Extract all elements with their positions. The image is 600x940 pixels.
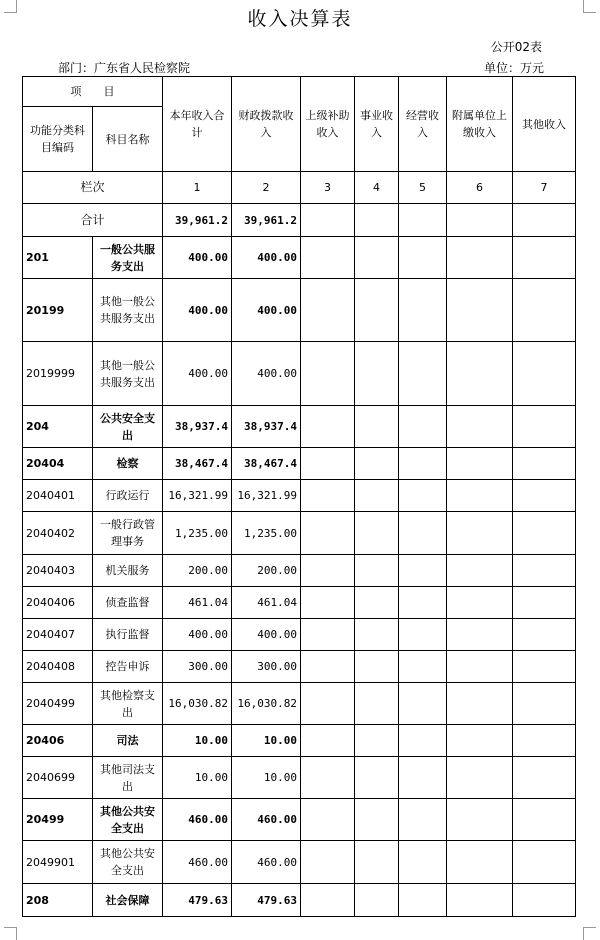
- index-cell: 6: [447, 172, 513, 204]
- page-title: 收入决算表: [247, 8, 353, 30]
- row-name: 一般公共服务支出: [93, 237, 163, 279]
- row-fiscal: 16,321.99: [232, 480, 301, 512]
- empty-cell: [399, 725, 447, 757]
- empty-cell: [513, 841, 576, 884]
- table-row: [23, 237, 576, 279]
- empty-cell: [301, 204, 355, 237]
- empty-cell: [447, 799, 513, 841]
- row-code: 2049901: [23, 841, 93, 884]
- row-name: 侦查监督: [93, 587, 163, 619]
- empty-cell: [513, 342, 576, 406]
- empty-cell: [513, 406, 576, 448]
- row-name: 其他公共安全支出: [93, 841, 163, 884]
- row-fiscal: 400.00: [232, 279, 301, 342]
- index-cell: 2: [232, 172, 301, 204]
- row-code: 2040406: [23, 587, 93, 619]
- row-code: 2040408: [23, 651, 93, 683]
- empty-cell: [399, 448, 447, 480]
- empty-cell: [447, 480, 513, 512]
- table-row: [23, 406, 576, 448]
- row-fiscal: 200.00: [232, 555, 301, 587]
- row-total: 400.00: [163, 279, 232, 342]
- empty-cell: [399, 799, 447, 841]
- empty-cell: [301, 683, 355, 725]
- row-name: 其他司法支出: [93, 757, 163, 799]
- row-total: 461.04: [163, 587, 232, 619]
- row-fiscal: 400.00: [232, 619, 301, 651]
- row-total: 200.00: [163, 555, 232, 587]
- empty-cell: [513, 799, 576, 841]
- row-fiscal: 461.04: [232, 587, 301, 619]
- row-total: 479.63: [163, 884, 232, 917]
- empty-cell: [355, 841, 399, 884]
- empty-cell: [399, 619, 447, 651]
- row-code: 2040499: [23, 683, 93, 725]
- fiscal-allocation-cell: 39,961.2: [232, 204, 301, 237]
- empty-cell: [399, 587, 447, 619]
- row-total: 10.00: [163, 757, 232, 799]
- table-row: [23, 480, 576, 512]
- empty-cell: [447, 651, 513, 683]
- table-row: [23, 725, 576, 757]
- table-row: [23, 279, 576, 342]
- code-header: 功能分类科目编码: [23, 107, 93, 172]
- row-fiscal: 460.00: [232, 841, 301, 884]
- empty-cell: [355, 587, 399, 619]
- empty-cell: [355, 757, 399, 799]
- empty-cell: [301, 725, 355, 757]
- empty-cell: [399, 757, 447, 799]
- row-code: 2040402: [23, 512, 93, 555]
- empty-cell: [355, 342, 399, 406]
- empty-cell: [301, 587, 355, 619]
- operating-income-header: 经营收入: [399, 77, 447, 172]
- row-name: 机关服务: [93, 555, 163, 587]
- table-row: [23, 683, 576, 725]
- empty-cell: [513, 204, 576, 237]
- index-cell: 7: [513, 172, 576, 204]
- empty-cell: [447, 619, 513, 651]
- row-code: 2040407: [23, 619, 93, 651]
- empty-cell: [355, 448, 399, 480]
- empty-cell: [355, 884, 399, 917]
- empty-cell: [513, 512, 576, 555]
- empty-cell: [399, 651, 447, 683]
- empty-cell: [513, 757, 576, 799]
- empty-cell: [355, 406, 399, 448]
- row-total: 400.00: [163, 342, 232, 406]
- row-name: 行政运行: [93, 480, 163, 512]
- row-total: 38,937.4: [163, 406, 232, 448]
- row-code: 2040403: [23, 555, 93, 587]
- empty-cell: [301, 619, 355, 651]
- empty-cell: [301, 448, 355, 480]
- row-total: 38,467.4: [163, 448, 232, 480]
- empty-cell: [447, 512, 513, 555]
- row-name: 公共安全支出: [93, 406, 163, 448]
- row-name: 其他公共安全支出: [93, 799, 163, 841]
- empty-cell: [399, 279, 447, 342]
- empty-cell: [513, 279, 576, 342]
- empty-cell: [399, 406, 447, 448]
- row-fiscal: 300.00: [232, 651, 301, 683]
- empty-cell: [447, 406, 513, 448]
- header-row-1: [23, 77, 576, 107]
- empty-cell: [447, 757, 513, 799]
- index-label: 栏次: [23, 172, 163, 204]
- row-total: 460.00: [163, 841, 232, 884]
- revenue-table: [22, 76, 576, 917]
- row-total: 400.00: [163, 619, 232, 651]
- empty-cell: [399, 204, 447, 237]
- empty-cell: [399, 237, 447, 279]
- empty-cell: [355, 512, 399, 555]
- fiscal-allocation-header: 财政拨款收入: [232, 77, 301, 172]
- row-code: 2040699: [23, 757, 93, 799]
- row-name: 检察: [93, 448, 163, 480]
- name-header: 科目名称: [93, 107, 163, 172]
- empty-cell: [447, 884, 513, 917]
- empty-cell: [447, 279, 513, 342]
- empty-cell: [301, 555, 355, 587]
- empty-cell: [513, 619, 576, 651]
- table-row: [23, 799, 576, 841]
- table-row: [23, 619, 576, 651]
- empty-cell: [301, 512, 355, 555]
- row-code: 204: [23, 406, 93, 448]
- row-total: 16,030.82: [163, 683, 232, 725]
- row-code: 20406: [23, 725, 93, 757]
- row-fiscal: 38,467.4: [232, 448, 301, 480]
- empty-cell: [447, 841, 513, 884]
- row-total: 10.00: [163, 725, 232, 757]
- empty-cell: [513, 448, 576, 480]
- empty-cell: [513, 555, 576, 587]
- empty-cell: [513, 725, 576, 757]
- empty-cell: [355, 279, 399, 342]
- empty-cell: [355, 480, 399, 512]
- item-group-header: 项 目: [23, 77, 163, 107]
- empty-cell: [355, 683, 399, 725]
- index-cell: 1: [163, 172, 232, 204]
- table-row: [23, 512, 576, 555]
- index-cell: 3: [301, 172, 355, 204]
- empty-cell: [447, 342, 513, 406]
- department-label: 部门：广东省人民检察院: [58, 61, 191, 75]
- row-fiscal: 479.63: [232, 884, 301, 917]
- row-code: 20199: [23, 279, 93, 342]
- row-fiscal: 16,030.82: [232, 683, 301, 725]
- table-row: [23, 587, 576, 619]
- row-fiscal: 38,937.4: [232, 406, 301, 448]
- empty-cell: [301, 279, 355, 342]
- row-name: 其他一般公共服务支出: [93, 279, 163, 342]
- empty-cell: [447, 448, 513, 480]
- empty-cell: [301, 237, 355, 279]
- empty-cell: [355, 204, 399, 237]
- index-cell: 4: [355, 172, 399, 204]
- row-fiscal: 400.00: [232, 342, 301, 406]
- grand-total-row: [23, 204, 576, 237]
- row-code: 20404: [23, 448, 93, 480]
- empty-cell: [355, 619, 399, 651]
- empty-cell: [301, 651, 355, 683]
- row-fiscal: 1,235.00: [232, 512, 301, 555]
- total-income-header: 本年收入合计: [163, 77, 232, 172]
- empty-cell: [355, 237, 399, 279]
- index-cell: 5: [399, 172, 447, 204]
- empty-cell: [513, 651, 576, 683]
- row-fiscal: 10.00: [232, 757, 301, 799]
- row-name: 执行监督: [93, 619, 163, 651]
- table-row: [23, 757, 576, 799]
- row-code: 20499: [23, 799, 93, 841]
- row-fiscal: 460.00: [232, 799, 301, 841]
- empty-cell: [447, 555, 513, 587]
- row-name: 一般行政管理事务: [93, 512, 163, 555]
- empty-cell: [447, 204, 513, 237]
- unit-label: 单位：万元: [483, 61, 544, 75]
- crop-mark-bottom-right: [583, 927, 596, 940]
- row-total: 460.00: [163, 799, 232, 841]
- empty-cell: [399, 884, 447, 917]
- row-code: 2019999: [23, 342, 93, 406]
- public-institution-header: 事业收入: [355, 77, 399, 172]
- row-total: 1,235.00: [163, 512, 232, 555]
- empty-cell: [355, 725, 399, 757]
- empty-cell: [399, 480, 447, 512]
- row-fiscal: 400.00: [232, 237, 301, 279]
- table-row: [23, 448, 576, 480]
- empty-cell: [399, 512, 447, 555]
- table-row: [23, 555, 576, 587]
- empty-cell: [355, 555, 399, 587]
- row-name: 其他检察支出: [93, 683, 163, 725]
- empty-cell: [447, 725, 513, 757]
- empty-cell: [355, 799, 399, 841]
- superior-subsidy-header: 上级补助收入: [301, 77, 355, 172]
- empty-cell: [301, 841, 355, 884]
- row-total: 300.00: [163, 651, 232, 683]
- table-row: [23, 342, 576, 406]
- empty-cell: [355, 651, 399, 683]
- affiliated-unit-header: 附属单位上缴收入: [447, 77, 513, 172]
- total-label: 合计: [23, 204, 163, 237]
- empty-cell: [399, 841, 447, 884]
- empty-cell: [513, 237, 576, 279]
- form-number: 公开02表: [490, 40, 542, 54]
- empty-cell: [399, 342, 447, 406]
- row-code: 201: [23, 237, 93, 279]
- row-name: 控告申诉: [93, 651, 163, 683]
- empty-cell: [513, 587, 576, 619]
- table-row: [23, 884, 576, 917]
- row-total: 400.00: [163, 237, 232, 279]
- empty-cell: [301, 757, 355, 799]
- empty-cell: [447, 237, 513, 279]
- empty-cell: [513, 884, 576, 917]
- row-code: 2040401: [23, 480, 93, 512]
- row-code: 208: [23, 884, 93, 917]
- empty-cell: [301, 342, 355, 406]
- other-income-header: 其他收入: [513, 77, 576, 172]
- empty-cell: [301, 480, 355, 512]
- row-name: 其他一般公共服务支出: [93, 342, 163, 406]
- empty-cell: [513, 480, 576, 512]
- empty-cell: [301, 799, 355, 841]
- index-row: [23, 172, 576, 204]
- empty-cell: [447, 683, 513, 725]
- crop-mark-bottom-left: [4, 927, 17, 940]
- table-row: [23, 651, 576, 683]
- empty-cell: [447, 587, 513, 619]
- row-total: 16,321.99: [163, 480, 232, 512]
- total-income-cell: 39,961.2: [163, 204, 232, 237]
- table-row: [23, 841, 576, 884]
- row-name: 司法: [93, 725, 163, 757]
- empty-cell: [399, 555, 447, 587]
- empty-cell: [301, 884, 355, 917]
- empty-cell: [301, 406, 355, 448]
- row-fiscal: 10.00: [232, 725, 301, 757]
- empty-cell: [399, 683, 447, 725]
- empty-cell: [513, 683, 576, 725]
- row-name: 社会保障: [93, 884, 163, 917]
